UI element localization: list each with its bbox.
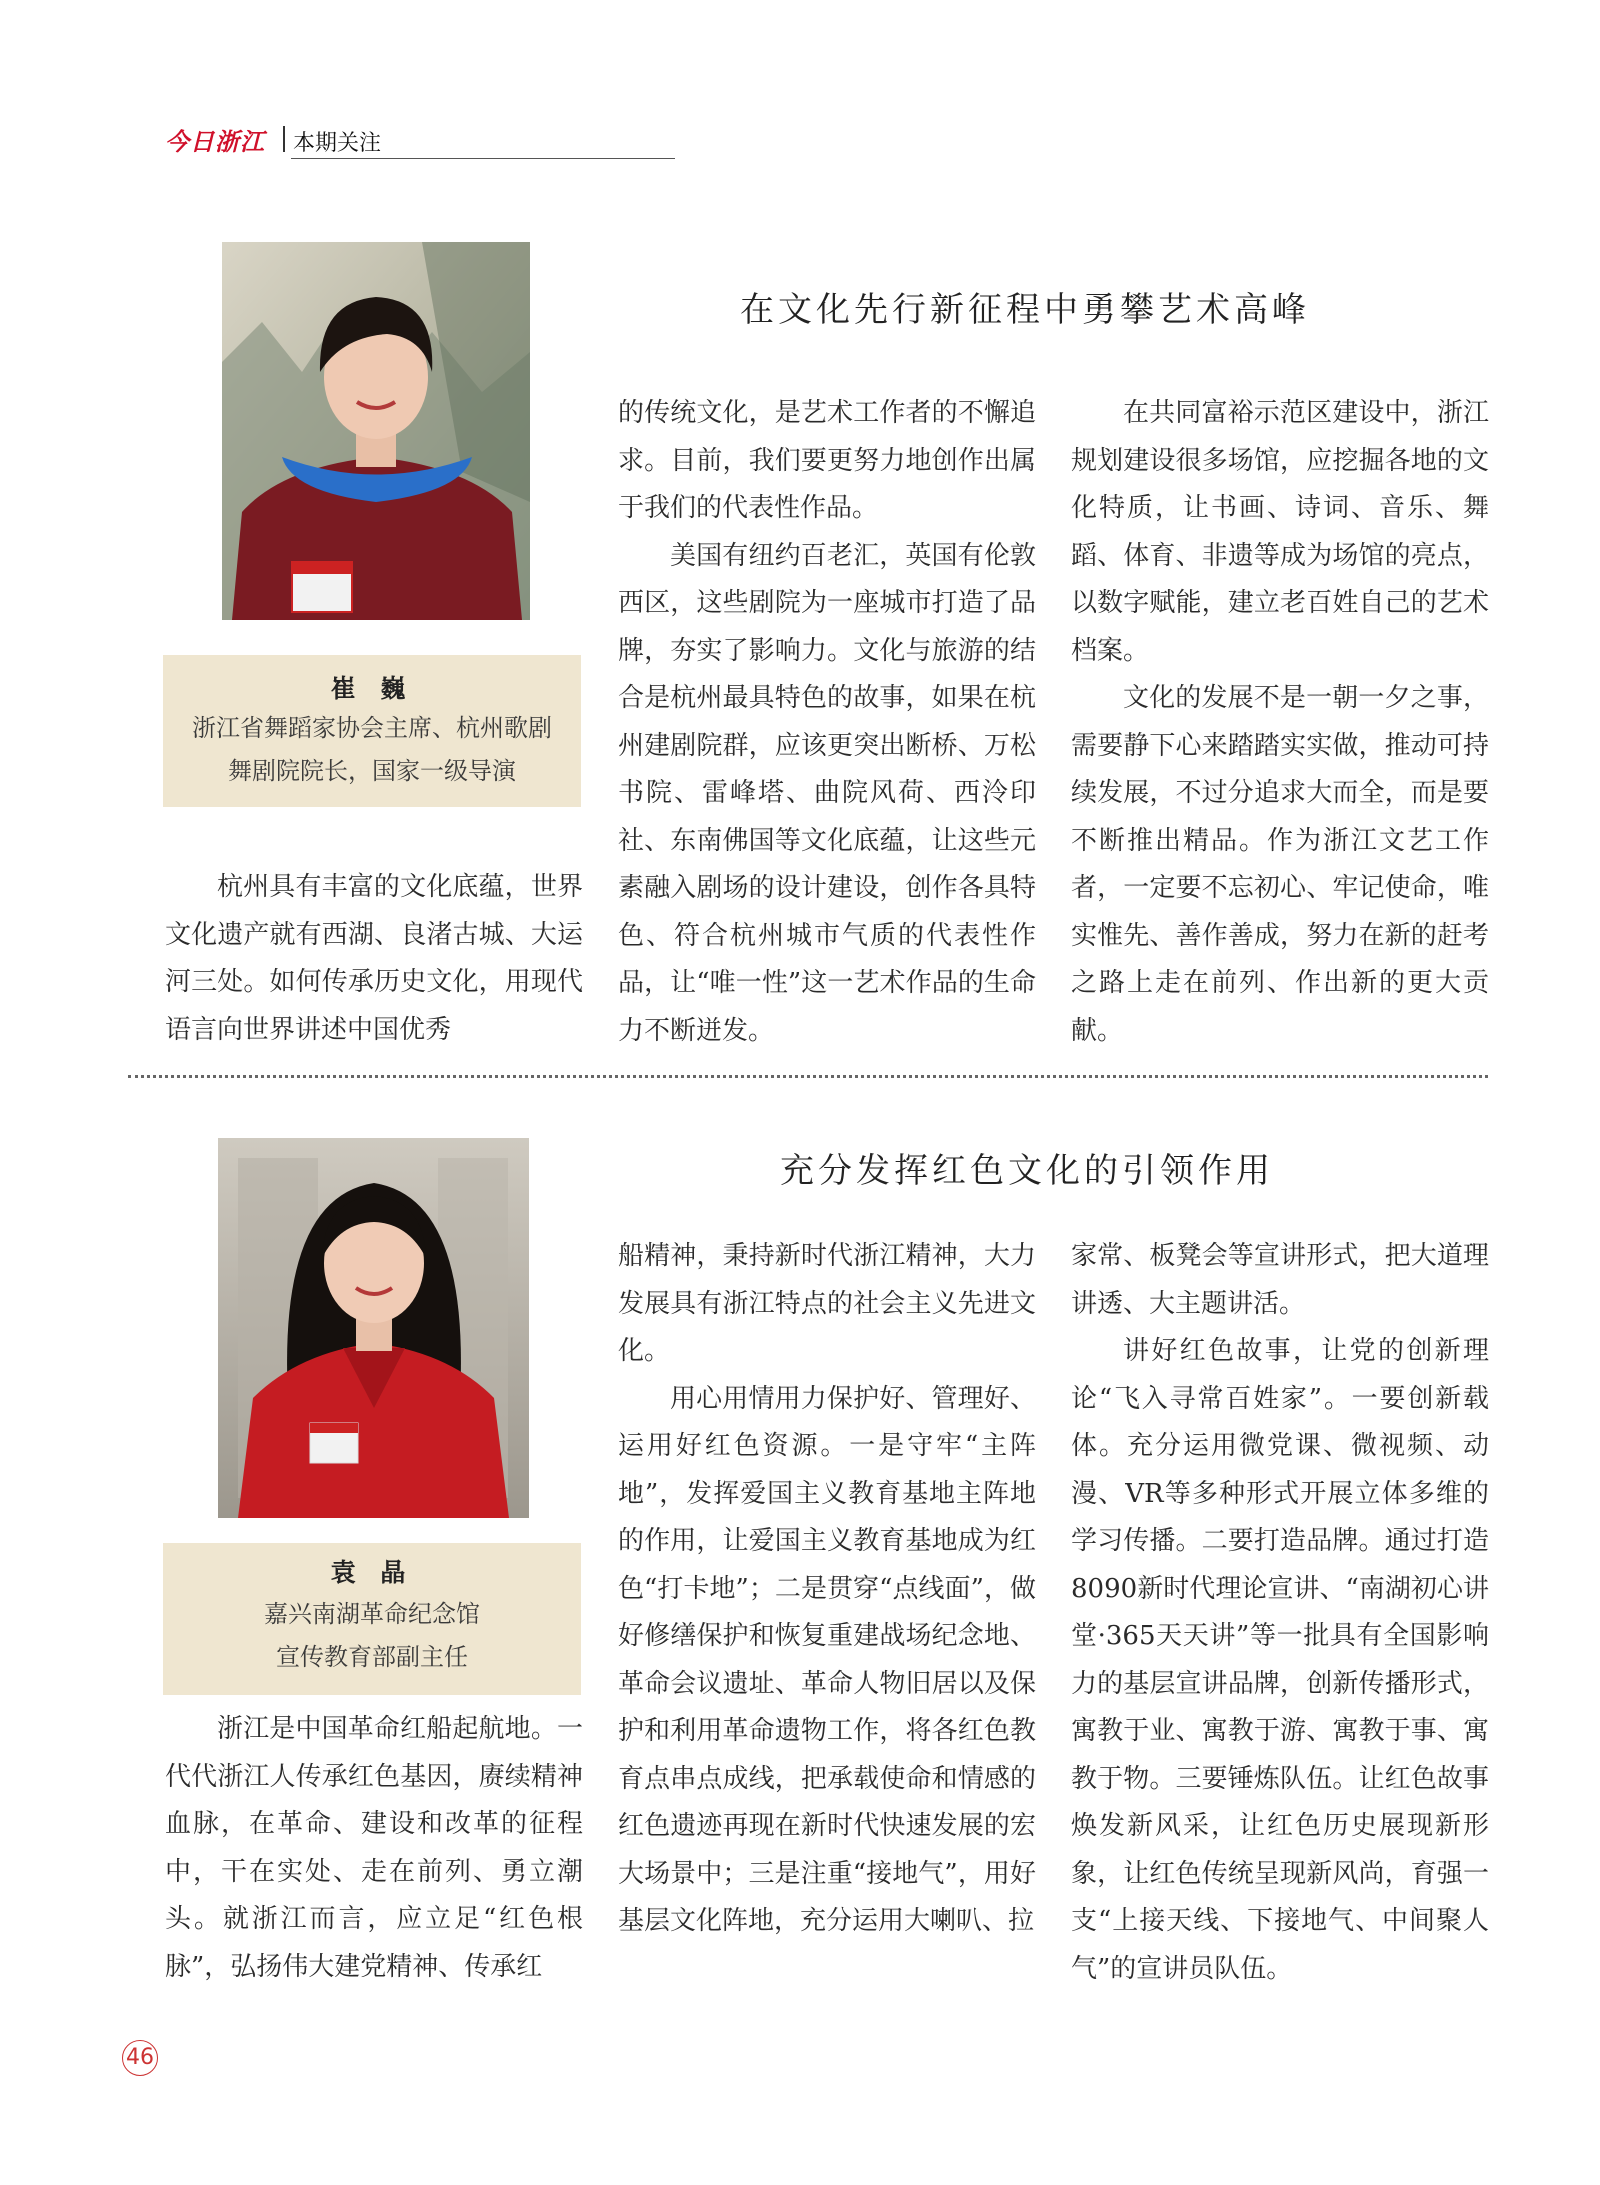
paragraph: 在共同富裕示范区建设中，浙江规划建设很多场馆，应挖掘各地的文化特质，让书画、诗词、音乐、舞蹈、体育、非遗等成为场馆的亮点，以数字赋能，建立老百姓自己的艺术档案。 (1071, 398, 1489, 666)
person-title-line-1: 嘉兴南湖革命纪念馆 (264, 1600, 480, 1628)
paragraph: 船精神，秉持新时代浙江精神，大力发展具有浙江特点的社会主义先进文化。 (618, 1241, 1036, 1366)
article1-column-2 (618, 390, 1036, 1055)
article1-column-3 (1071, 390, 1489, 1055)
paragraph: 文化的发展不是一朝一夕之事，需要静下心来踏踏实实做，推动可持续发展，不过分追求大而全，而是要不断推出精品。作为浙江文艺工作者，一定要不忘初心、牢记使命，唯实惟先、善作善成，努力在新的赶考之路上走在前列、作出新的更大贡献。 (1071, 683, 1489, 1046)
section-divider (128, 1075, 1488, 1078)
person-name: 袁 晶 (330, 1558, 414, 1587)
person-title-line-1: 浙江省舞蹈家协会主席、杭州歌剧 (192, 714, 552, 742)
portrait-photo-2 (218, 1138, 529, 1518)
person-caption-2 (163, 1543, 581, 1695)
person-title-line-2: 宣传教育部副主任 (276, 1643, 468, 1671)
article-headline-2: 充分发挥红色文化的引领作用 (780, 1151, 1274, 1191)
paragraph: 的传统文化，是艺术工作者的不懈追求。目前，我们要更努力地创作出属于我们的代表性作品。 (618, 398, 1036, 523)
article2-column-3 (1071, 1233, 1489, 1993)
person-caption-1 (163, 655, 581, 807)
paragraph: 用心用情用力保护好、管理好、运用好红色资源。一是守牢“主阵地”，发挥爱国主义教育基地主阵地的作用，让爱国主义教育基地成为红色“打卡地”；二是贯穿“点线面”，做好修缮保护和恢复重建战场纪念地、革命会议遗址、革命人物旧居以及保护和利用革命遗物工作，将各红色教育点串点成线，把承载使命和情感的红色遗迹再现在新时代快速发展的宏大场景中；三是注重“接地气”，用好基层文化阵地，充分运用大喇叭、拉 (618, 1383, 1036, 1936)
article-headline-1: 在文化先行新征程中勇攀艺术高峰 (740, 290, 1310, 330)
paragraph: 美国有纽约百老汇，英国有伦敦西区，这些剧院为一座城市打造了品牌，夯实了影响力。文化与旅游的结合是杭州最具特色的故事，如果在杭州建剧院群，应该更突出断桥、万松书院、雷峰塔、曲院风荷、西泠印社、东南佛国等文化底蕴，让这些元素融入剧场的设计建设，创作各具特色、符合杭州城市气质的代表性作品，让“唯一性”这一艺术作品的生命力不断迸发。 (618, 540, 1036, 1046)
article2-column-1 (165, 1706, 583, 1991)
paragraph: 杭州具有丰富的文化底蕴，世界文化遗产就有西湖、良渚古城、大运河三处。如何传承历史文化，用现代语言向世界讲述中国优秀 (165, 872, 583, 1045)
paragraph: 讲好红色故事，让党的创新理论“飞入寻常百姓家”。一要创新载体。充分运用微党课、微视频、动漫、VR等多种形式开展立体多维的学习传播。二要打造品牌。通过打造8090新时代理论宣讲、“南湖初心讲堂·365天天讲”等一批具有全国影响力的基层宣讲品牌，创新传播形式，寓教于业、寓教于游、寓教于事、寓教于物。三要锤炼队伍。让红色故事焕发新风采，让红色历史展现新形象，让红色传统呈现新风尚，育强一支“上接天线、下接地气、中间聚人气”的宣讲员队伍。 (1071, 1336, 1489, 1984)
article2-column-2 (618, 1233, 1036, 1946)
person-title-line-2: 舞剧院院长，国家一级导演 (228, 757, 516, 785)
header-separator (283, 126, 285, 152)
person-name: 崔 巍 (330, 674, 414, 703)
header-rule (291, 158, 675, 159)
section-label: 本期关注 (293, 131, 382, 156)
portrait-photo-1 (222, 242, 530, 620)
magazine-logo: 今日浙江 (165, 128, 265, 156)
paragraph: 家常、板凳会等宣讲形式，把大道理讲透、大主题讲活。 (1071, 1241, 1489, 1319)
page-number: 46 (122, 2040, 158, 2076)
article1-column-1 (165, 864, 583, 1054)
paragraph: 浙江是中国革命红船起航地。一代代浙江人传承红色基因，赓续精神血脉，在革命、建设和改革的征程中，干在实处、走在前列、勇立潮头。就浙江而言，应立足“红色根脉”，弘扬伟大建党精神、传承红 (165, 1714, 583, 1982)
